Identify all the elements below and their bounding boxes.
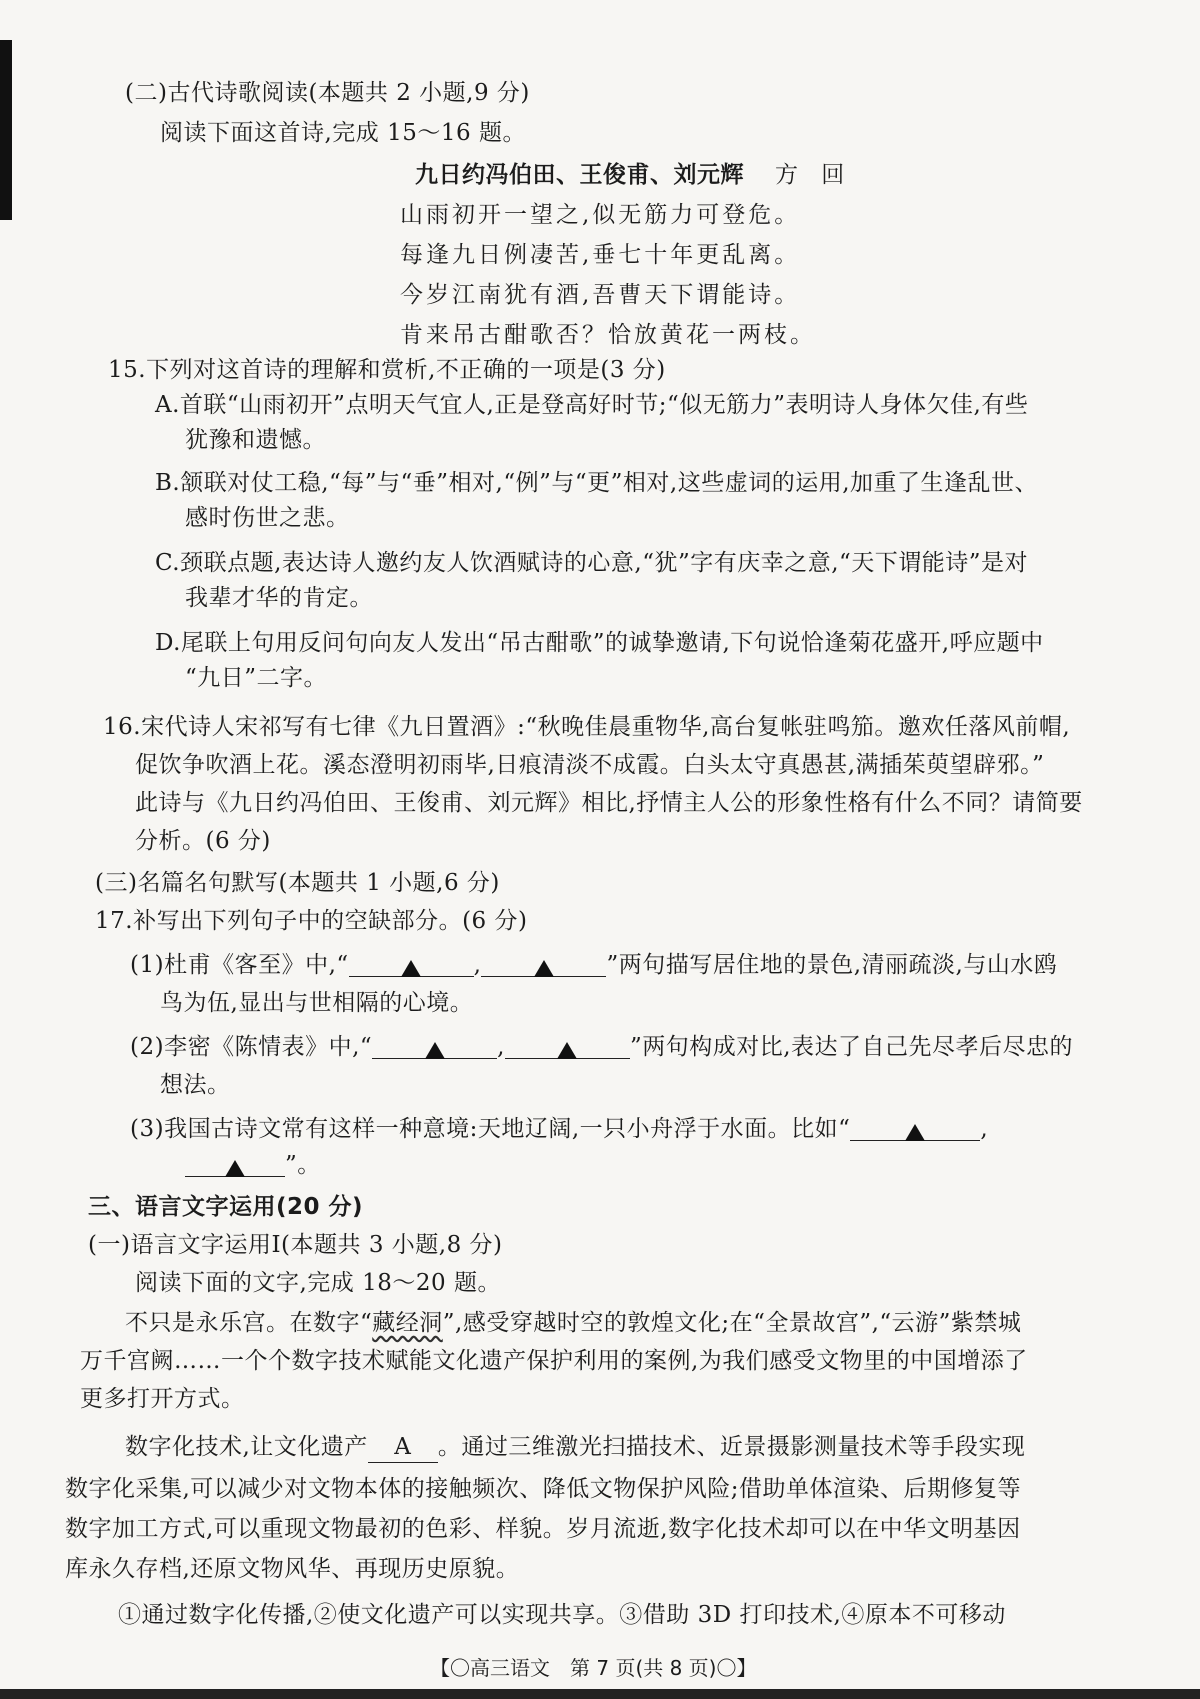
question-16-line-1: 16.宋代诗人宋祁写有七律《九日置酒》:“秋晚佳晨重物华,高台复帐驻鸣笳。邀欢任落风前帽, bbox=[103, 714, 1071, 740]
q17-p2-prefix: (2)李密《陈情表》中,“ bbox=[130, 1034, 373, 1060]
q17-p2-suffix: ”两句构成对比,表达了自己先尽孝后尽忠的 bbox=[629, 1034, 1074, 1060]
language-instruction: 阅读下面的文字,完成 18～20 题。 bbox=[135, 1270, 501, 1296]
q17-p1-comma: , bbox=[473, 952, 482, 978]
part-3-heading: 三、语言文字运用(20 分) bbox=[88, 1194, 364, 1220]
poem-line-4: 肯来吊古酣歌否？恰放黄花一两枝。 bbox=[400, 322, 816, 348]
poem-line-1: 山雨初开一望之,似无筋力可登危。 bbox=[400, 202, 801, 228]
section-heading-recitation: (三)名篇名句默写(本题共 1 小题,6 分) bbox=[95, 870, 500, 896]
q17-p1-prefix: (1)杜甫《客至》中,“ bbox=[130, 952, 349, 978]
passage-para-2-line-1 bbox=[125, 1432, 1025, 1463]
blank-marker-triangle bbox=[534, 960, 554, 977]
q15-option-c-line-2: 我辈才华的肯定。 bbox=[185, 585, 373, 611]
passage-p2-part-b: 。通过三维激光扫描技术、近景摄影测量技术等手段实现 bbox=[437, 1434, 1026, 1460]
q17-part-2-line-1 bbox=[130, 1032, 1073, 1062]
scan-edge-bottom bbox=[0, 1689, 1200, 1699]
question-16-line-4: 分析。(6 分) bbox=[135, 828, 271, 854]
passage-para-2-line-3: 数字加工方式,可以重现文物最初的色彩、样貌。岁月流逝,数字化技术却可以在中华文明基因 bbox=[65, 1516, 1021, 1542]
q15-option-a-line-2: 犹豫和遗憾。 bbox=[185, 427, 326, 453]
q15-option-b-line-2: 感时伤世之悲。 bbox=[185, 505, 350, 531]
wavy-underlined-term: 藏经洞 bbox=[372, 1310, 443, 1336]
blank-marker-triangle bbox=[425, 1042, 445, 1059]
q17-part-3-line-2 bbox=[185, 1150, 321, 1180]
passage-para-2-line-2: 数字化采集,可以减少对文物本体的接触频次、降低文物保护风险;借助单体渲染、后期修复等 bbox=[65, 1476, 1022, 1502]
poetry-instruction: 阅读下面这首诗,完成 15～16 题。 bbox=[160, 120, 526, 146]
q17-p3-prefix: (3)我国古诗文常有这样一种意境:天地辽阔,一只小舟浮于水面。比如“ bbox=[130, 1116, 851, 1142]
passage-p1-part-a: 不只是永乐宫。在数字“ bbox=[125, 1310, 373, 1336]
poem-author: 方 回 bbox=[775, 162, 853, 188]
q17-part-1-line-1 bbox=[130, 950, 1057, 980]
question-17-stem: 17.补写出下列句子中的空缺部分。(6 分) bbox=[95, 908, 528, 934]
answer-blank-6[interactable] bbox=[185, 1150, 285, 1177]
blank-marker-triangle bbox=[401, 960, 421, 977]
blank-marker-triangle bbox=[905, 1124, 925, 1141]
poem-line-3: 今岁江南犹有酒,吾曹天下谓能诗。 bbox=[400, 282, 801, 308]
q15-option-c-line-1: C.颈联点题,表达诗人邀约友人饮酒赋诗的心意,“犹”字有庆幸之意,“天下谓能诗”是对 bbox=[155, 550, 1029, 576]
q17-part-1-line-2: 鸟为伍,显出与世相隔的心境。 bbox=[160, 990, 474, 1016]
passage-para-1-line-1 bbox=[125, 1308, 1021, 1338]
q17-part-3-line-1 bbox=[130, 1114, 988, 1144]
passage-para-3-line-1: ①通过数字化传播,②使文化遗产可以实现共享。③借助 3D 打印技术,④原本不可移动 bbox=[118, 1602, 1006, 1628]
question-16-line-3: 此诗与《九日约冯伯田、王俊甫、刘元辉》相比,抒情主人公的形象性格有什么不同？请简要 bbox=[135, 790, 1083, 816]
answer-blank-3[interactable] bbox=[372, 1032, 497, 1059]
q15-option-b-line-1: B.颔联对仗工稳,“每”与“垂”相对,“例”与“更”相对,这些虚词的运用,加重了生逢乱世、 bbox=[155, 470, 1039, 496]
q15-option-d-line-2: “九日”二字。 bbox=[185, 665, 328, 691]
scan-edge-left bbox=[0, 40, 12, 220]
q17-p1-suffix: ”两句描写居住地的景色,清丽疏淡,与山水鸥 bbox=[606, 952, 1058, 978]
passage-para-1-line-2: 万千宫阙……一个个数字技术赋能文化遗产保护利用的案例,为我们感受文物里的中国增添了 bbox=[80, 1348, 1028, 1374]
blank-a[interactable]: A bbox=[368, 1432, 438, 1463]
q17-p3-comma: , bbox=[980, 1116, 989, 1142]
q15-option-d-line-1: D.尾联上句用反问句向友人发出“吊古酣歌”的诚挚邀请,下句说恰逢菊花盛开,呼应题中 bbox=[155, 630, 1044, 656]
passage-p2-part-a: 数字化技术,让文化遗产 bbox=[125, 1434, 368, 1460]
passage-para-1-line-3: 更多打开方式。 bbox=[80, 1386, 245, 1412]
answer-blank-4[interactable] bbox=[505, 1032, 630, 1059]
section-heading-poetry: (二)古代诗歌阅读(本题共 2 小题,9 分) bbox=[125, 80, 530, 106]
answer-blank-1[interactable] bbox=[349, 950, 474, 977]
blank-marker-triangle bbox=[225, 1160, 245, 1177]
q17-p3-close: ”。 bbox=[285, 1152, 321, 1178]
q17-part-2-line-2: 想法。 bbox=[160, 1072, 231, 1098]
blank-marker-triangle bbox=[557, 1042, 577, 1059]
poem-title: 九日约冯伯田、王俊甫、刘元辉 bbox=[415, 162, 744, 188]
q15-option-a-line-1: A.首联“山雨初开”点明天气宜人,正是登高好时节;“似无筋力”表明诗人身体欠佳,有些 bbox=[155, 392, 1029, 418]
poem-line-2: 每逢九日例凄苦,垂七十年更乱离。 bbox=[400, 242, 801, 268]
section-heading-language-use-1: (一)语言文字运用Ⅰ(本题共 3 小题,8 分) bbox=[88, 1232, 503, 1258]
answer-blank-2[interactable] bbox=[481, 950, 606, 977]
passage-p1-part-b: ”,感受穿越时空的敦煌文化;在“全景故宫”,“云游”紫禁城 bbox=[442, 1310, 1022, 1336]
question-16-line-2: 促饮争吹酒上花。溪态澄明初雨毕,日痕清淡不成霞。白头太守真愚甚,满插茱萸望辟邪。” bbox=[135, 752, 1045, 778]
q17-p2-comma: , bbox=[497, 1034, 505, 1060]
page-footer: 【〇高三语文 第 7 页(共 8 页)〇】 bbox=[430, 1656, 757, 1680]
question-15-stem: 15.下列对这首诗的理解和赏析,不正确的一项是(3 分) bbox=[108, 357, 666, 383]
answer-blank-5[interactable] bbox=[850, 1114, 980, 1141]
passage-para-2-line-4: 库永久存档,还原文物风华、再现历史原貌。 bbox=[65, 1556, 520, 1582]
